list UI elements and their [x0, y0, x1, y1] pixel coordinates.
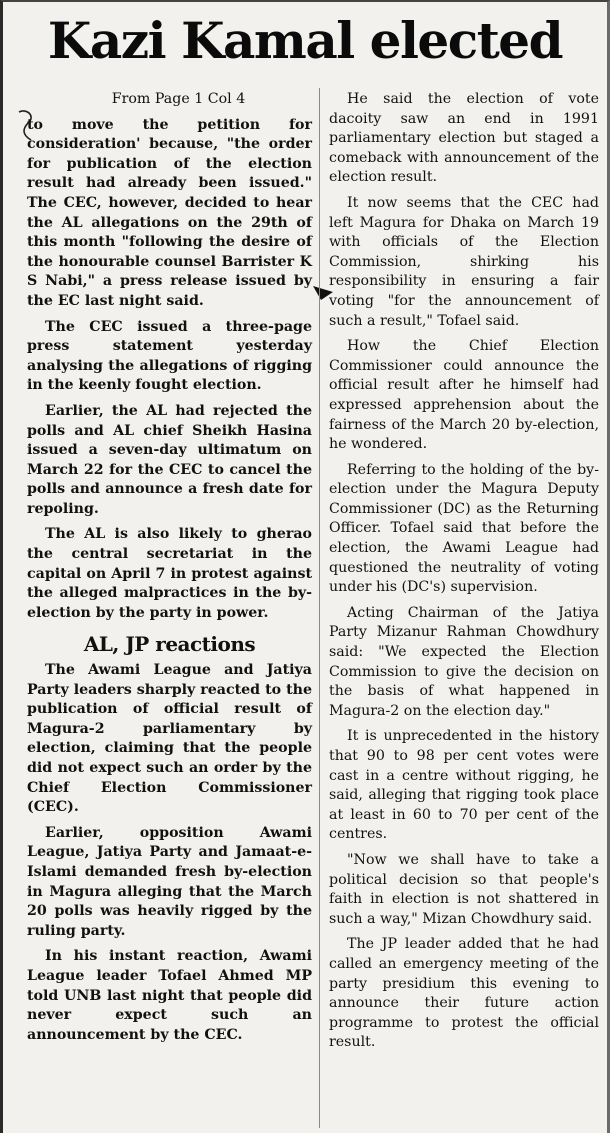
paragraph: "Now we shall have to take a political decision so that people's faith in election is not shattered in such a way," Mizan Chowdhury said. [329, 851, 599, 927]
column-divider [319, 88, 320, 1128]
paragraph: The Awami League and Jatiya Party leaders sharply reacted to the publication of official result of Magura-2 parliamentary by election, claiming that the people did not expect such an order by the Chief Election Commissioner (CEC). [27, 662, 312, 816]
paragraph: In his instant reaction, Awami League leader Tofael Ahmed MP told UNB last night that people did never expect such an announcement by the CEC. [27, 948, 312, 1043]
paragraph: Acting Chairman of the Jatiya Party Mizanur Rahman Chowdhury said: "We expected the Election Commission to give the decision on the basis of what happened in Magura-2 on the election day." [329, 604, 599, 719]
headline: Kazi Kamal elected [47, 11, 563, 70]
paragraph: Earlier, the AL had rejected the polls and AL chief Sheikh Hasina issued a seven-day ultimatum on March 22 for the CEC to cancel the polls and announce a fresh date for repoling. [27, 402, 312, 517]
paragraph: The AL is also likely to gherao the central secretariat in the capital on April 7 in protest against the alleged malpractices in the by-election by the party in power. [27, 526, 312, 621]
paragraph: The JP leader added that he had called an emergency meeting of the party presidium this evening to announce their future action programme to protest the official result. [329, 936, 599, 1051]
paragraph: It is unprecedented in the history that 90 to 98 per cent votes were cast in a centre without rigging, he said, alleging that rigging took place at least in 60 to 70 per cent of the centres. [329, 728, 599, 843]
paragraph: How the Chief Election Commissioner could announce the official result after he himself had expressed apprehension about the fairness of the March 20 by-election, he wondered. [329, 338, 599, 453]
paragraph: It now seems that the CEC had left Magura for Dhaka on March 19 with officials of the Election Commission, shirking his responsibility in ensuring a fair voting "for the announcement of such a result," Tofael said. [329, 194, 599, 329]
continuation-line: From Page 1 Col 4 [111, 91, 246, 107]
paragraph: Earlier, opposition Awami League, Jatiya Party and Jamaat-e-Islami demanded fresh by-election in Magura alleging that the March 20 polls was heavily rigged by the ruling party. [27, 824, 312, 939]
paragraph: He said the election of vote dacoity saw an end in 1991 parliamentary election but staged a comeback with announcement of the election result. [329, 91, 599, 186]
paragraph: The CEC issued a three-page press statement yesterday analysing the allegations of rigging in the keenly fought election. [27, 318, 312, 394]
left-column [27, 90, 312, 1051]
paragraph: Referring to the holding of the by-election under the Magura Deputy Commissioner (DC) as the Returning Officer. Tofael said that before the election, the Awami League had questioned the neutrality of voting under his (DC's) supervision. [329, 461, 599, 596]
right-column [329, 90, 599, 1059]
paragraph: to move the petition for consideration' because, "the order for publication of the election result had already been issued." The CEC, however, decided to hear the AL allegations on the 29th of this month "following the desire of the honourable counsel Barrister K S Nabi," a press release issued by the EC last night said. [27, 116, 312, 309]
section-subhead: AL, JP reactions [83, 632, 256, 657]
